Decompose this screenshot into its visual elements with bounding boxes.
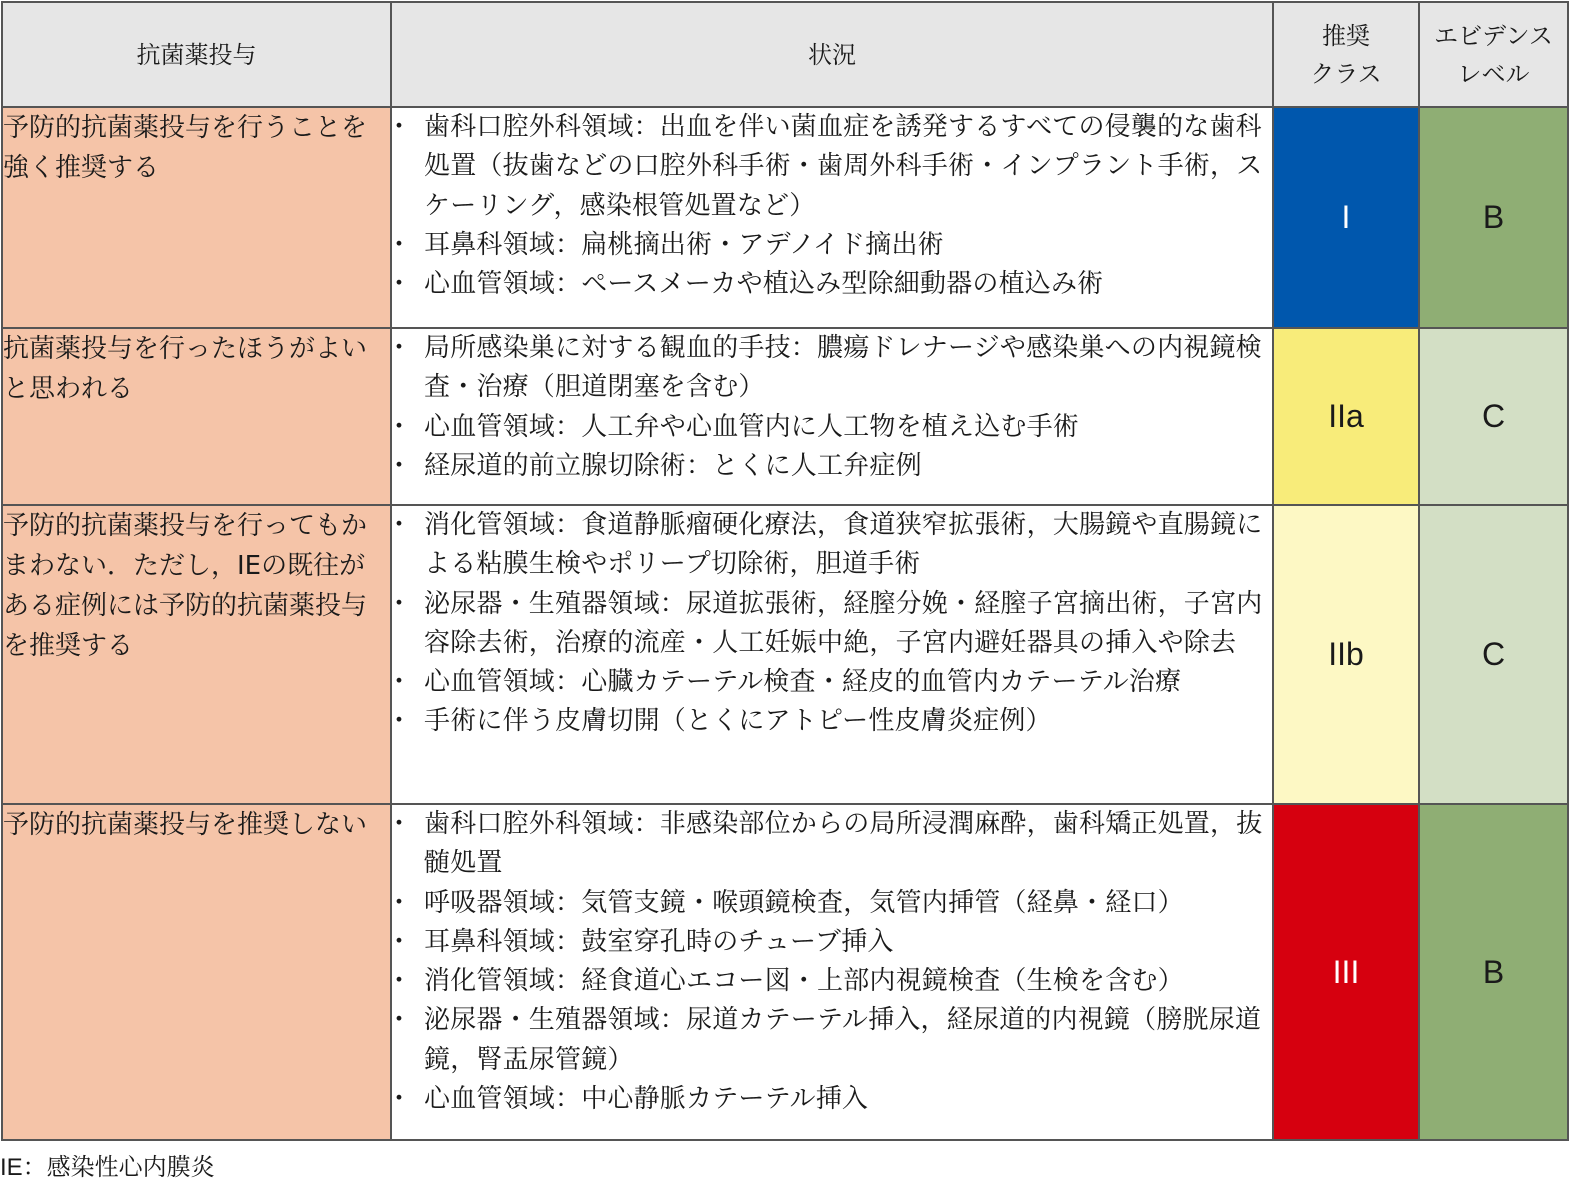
situation-list bbox=[392, 506, 1272, 742]
situation-cell bbox=[391, 328, 1273, 505]
table-body bbox=[2, 107, 1568, 1140]
list-item: ・ 耳鼻科領域：鼓室穿孔時のチューブ挿入 bbox=[392, 923, 1272, 962]
footnote: IE：感染性心内膜炎 bbox=[0, 1154, 215, 1181]
situation-list bbox=[392, 329, 1272, 486]
list-item: ・ 消化管領域：経食道心エコー図・上部内視鏡検査（生検を含む） bbox=[392, 962, 1272, 1001]
header-admin: 抗菌薬投与 bbox=[2, 2, 391, 107]
situation-cell bbox=[391, 804, 1273, 1140]
evidence-cell: B bbox=[1419, 107, 1568, 328]
evidence-cell: C bbox=[1419, 328, 1568, 505]
admin-cell: 予防的抗菌薬投与を推奨しない bbox=[2, 804, 391, 1140]
list-item: ・ 局所感染巣に対する観血的手技：膿瘍ドレナージや感染巣への内視鏡検査・治療（胆道閉塞を含む） bbox=[392, 329, 1272, 408]
admin-cell: 抗菌薬投与を行ったほうがよいと思われる bbox=[2, 328, 391, 505]
class-cell: IIa bbox=[1273, 328, 1419, 505]
situation-cell bbox=[391, 505, 1273, 804]
list-item: ・ 手術に伴う皮膚切開（とくにアトピー性皮膚炎症例） bbox=[392, 702, 1272, 741]
header-class-line2: クラス bbox=[1310, 59, 1382, 88]
list-item: ・ 泌尿器・生殖器領域：尿道カテーテル挿入，経尿道的内視鏡（膀胱尿道鏡，腎盂尿管鏡） bbox=[392, 1001, 1272, 1080]
list-item: ・ 消化管領域：食道静脈瘤硬化療法，食道狭窄拡張術，大腸鏡や直腸鏡による粘膜生検やポリープ切除術，胆道手術 bbox=[392, 506, 1272, 585]
situation-list bbox=[392, 805, 1272, 1119]
list-item: ・ 経尿道的前立腺切除術：とくに人工弁症例 bbox=[392, 447, 1272, 486]
header-evidence-line1: エビデンス bbox=[1434, 21, 1553, 50]
situation-cell bbox=[391, 107, 1273, 328]
admin-cell: 予防的抗菌薬投与を行うことを強く推奨する bbox=[2, 107, 391, 328]
table-row bbox=[2, 107, 1568, 328]
class-cell: IIb bbox=[1273, 505, 1419, 804]
header-situation: 状況 bbox=[391, 2, 1273, 107]
table-row bbox=[2, 328, 1568, 505]
list-item: ・ 歯科口腔外科領域：出血を伴い菌血症を誘発するすべての侵襲的な歯科処置（抜歯などの口腔外科手術・歯周外科手術・インプラント手術，スケーリング，感染根管処置など） bbox=[392, 108, 1272, 226]
list-item: ・ 泌尿器・生殖器領域：尿道拡張術，経膣分娩・経膣子宮摘出術，子宮内容除去術，治療的流産・人工妊娠中絶，子宮内避妊器具の挿入や除去 bbox=[392, 585, 1272, 664]
list-item: ・ 心血管領域：心臓カテーテル検査・経皮的血管内カテーテル治療 bbox=[392, 663, 1272, 702]
table-row bbox=[2, 804, 1568, 1140]
evidence-cell: B bbox=[1419, 804, 1568, 1140]
class-cell: I bbox=[1273, 107, 1419, 328]
list-item: ・ 耳鼻科領域：扁桃摘出術・アデノイド摘出術 bbox=[392, 226, 1272, 265]
header-class bbox=[1273, 2, 1419, 107]
table-row bbox=[2, 505, 1568, 804]
header-class-line1: 推奨 bbox=[1322, 21, 1370, 50]
header-evidence bbox=[1419, 2, 1568, 107]
admin-cell: 予防的抗菌薬投与を行ってもかまわない．ただし，IEの既往がある症例には予防的抗菌薬投与を推奨する bbox=[2, 505, 391, 804]
list-item: ・ 歯科口腔外科領域：非感染部位からの局所浸潤麻酔，歯科矯正処置，抜髄処置 bbox=[392, 805, 1272, 884]
header-evidence-line2: レベル bbox=[1457, 59, 1530, 88]
table-header-row bbox=[2, 2, 1568, 107]
recommendation-table bbox=[1, 1, 1569, 1141]
list-item: ・ 心血管領域：中心静脈カテーテル挿入 bbox=[392, 1080, 1272, 1119]
class-cell: III bbox=[1273, 804, 1419, 1140]
list-item: ・ 呼吸器領域：気管支鏡・喉頭鏡検査，気管内挿管（経鼻・経口） bbox=[392, 884, 1272, 923]
evidence-cell: C bbox=[1419, 505, 1568, 804]
situation-list bbox=[392, 108, 1272, 304]
list-item: ・ 心血管領域：人工弁や心血管内に人工物を植え込む手術 bbox=[392, 408, 1272, 447]
list-item: ・ 心血管領域：ペースメーカや植込み型除細動器の植込み術 bbox=[392, 265, 1272, 304]
